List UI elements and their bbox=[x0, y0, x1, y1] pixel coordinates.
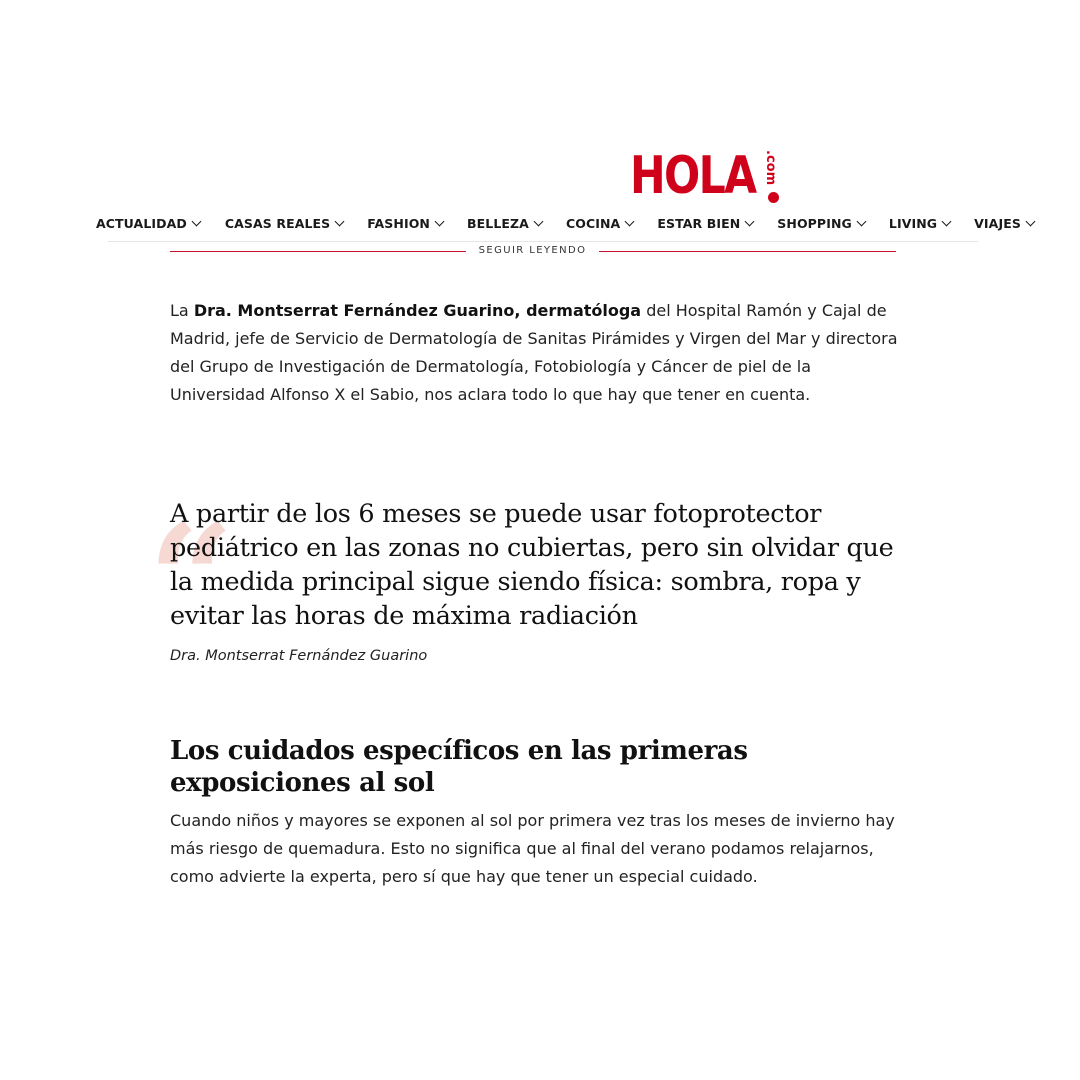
divider-line-left bbox=[170, 251, 466, 252]
quote-mark-icon: “ bbox=[148, 492, 235, 668]
chevron-down-icon[interactable] bbox=[534, 217, 544, 227]
hola-logo[interactable] bbox=[630, 148, 813, 206]
nav-track bbox=[96, 216, 1058, 231]
nav-item-living[interactable] bbox=[889, 216, 950, 231]
nav-item-viajes[interactable] bbox=[974, 216, 1034, 231]
nav-item-label: ESTAR BIEN bbox=[657, 216, 741, 231]
nav-item-label: COCINA bbox=[565, 216, 621, 231]
nav-item-label: BELLEZA bbox=[466, 216, 529, 231]
chevron-down-icon[interactable] bbox=[335, 217, 345, 227]
nav-item-label: SHOPPING bbox=[777, 216, 852, 231]
logo-suffix: .com bbox=[763, 150, 778, 186]
seguir-leyendo-divider bbox=[170, 244, 896, 260]
nav-item-estar-bien[interactable] bbox=[657, 216, 753, 231]
section-paragraph: Cuando niños y mayores se exponen al sol por primera vez tras los meses de invierno hay más riesgo de quemadura. Esto no significa que al final del verano podamos relajarnos, como advierte la experta, pero sí que hay que tener un especial cuidado. bbox=[170, 811, 895, 886]
nav-item-label: CASAS REALES bbox=[224, 216, 331, 231]
chevron-down-icon[interactable] bbox=[625, 217, 635, 227]
nav-item-label: FASHION bbox=[367, 216, 430, 231]
nav-item-label: LIVING bbox=[888, 216, 938, 231]
nav-item-fashion[interactable] bbox=[367, 216, 443, 231]
nav-item-label: VIAJES bbox=[974, 216, 1021, 231]
chevron-down-icon[interactable] bbox=[435, 217, 445, 227]
divider-line-right bbox=[599, 251, 896, 252]
chevron-down-icon[interactable] bbox=[191, 217, 201, 227]
section-heading: Los cuidados específicos en las primeras exposiciones al sol bbox=[170, 736, 748, 798]
intro-rest: del Hospital Ramón y Cajal de Madrid, jefe de Servicio de Dermatología de Sanitas Pirámides y Virgen del Mar y directora del Grupo de Investigación de Dermatología, Fotobiología y Cáncer de piel de la Universidad Alfonso X el Sabio, nos aclara todo lo que hay que tener en cuenta. bbox=[170, 301, 898, 404]
intro-bold-name: Dra. Montserrat Fernández Guarino, dermatóloga bbox=[193, 301, 642, 320]
logo-exclamation-dot bbox=[768, 192, 779, 203]
nav-item-actualidad[interactable] bbox=[96, 216, 200, 231]
intro-prefix: La bbox=[170, 301, 194, 320]
chevron-down-icon[interactable] bbox=[1025, 217, 1035, 227]
nav-item-cocina[interactable] bbox=[566, 216, 633, 231]
logo-text: HOLA bbox=[630, 146, 756, 206]
seguir-leyendo-label[interactable]: SEGUIR LEYENDO bbox=[478, 245, 587, 256]
chevron-down-icon[interactable] bbox=[745, 217, 755, 227]
pull-quote: A partir de los 6 meses se puede usar fotoprotector pediátrico en las zonas no cubiertas, pero sin olvidar que la medida principal sigue siendo física: sombra, ropa y evitar las horas de máxima radiación bbox=[170, 499, 894, 631]
quote-author: Dra. Montserrat Fernández Guarino bbox=[170, 648, 428, 664]
nav-item-belleza[interactable] bbox=[467, 216, 542, 231]
nav-item-shopping[interactable] bbox=[777, 216, 865, 231]
chevron-down-icon[interactable] bbox=[942, 217, 952, 227]
main-navigation bbox=[96, 208, 1021, 242]
nav-item-label: ACTUALIDAD bbox=[96, 216, 187, 231]
nav-item-casas-reales[interactable] bbox=[225, 216, 343, 231]
intro-paragraph bbox=[170, 297, 900, 409]
chevron-down-icon[interactable] bbox=[856, 217, 866, 227]
